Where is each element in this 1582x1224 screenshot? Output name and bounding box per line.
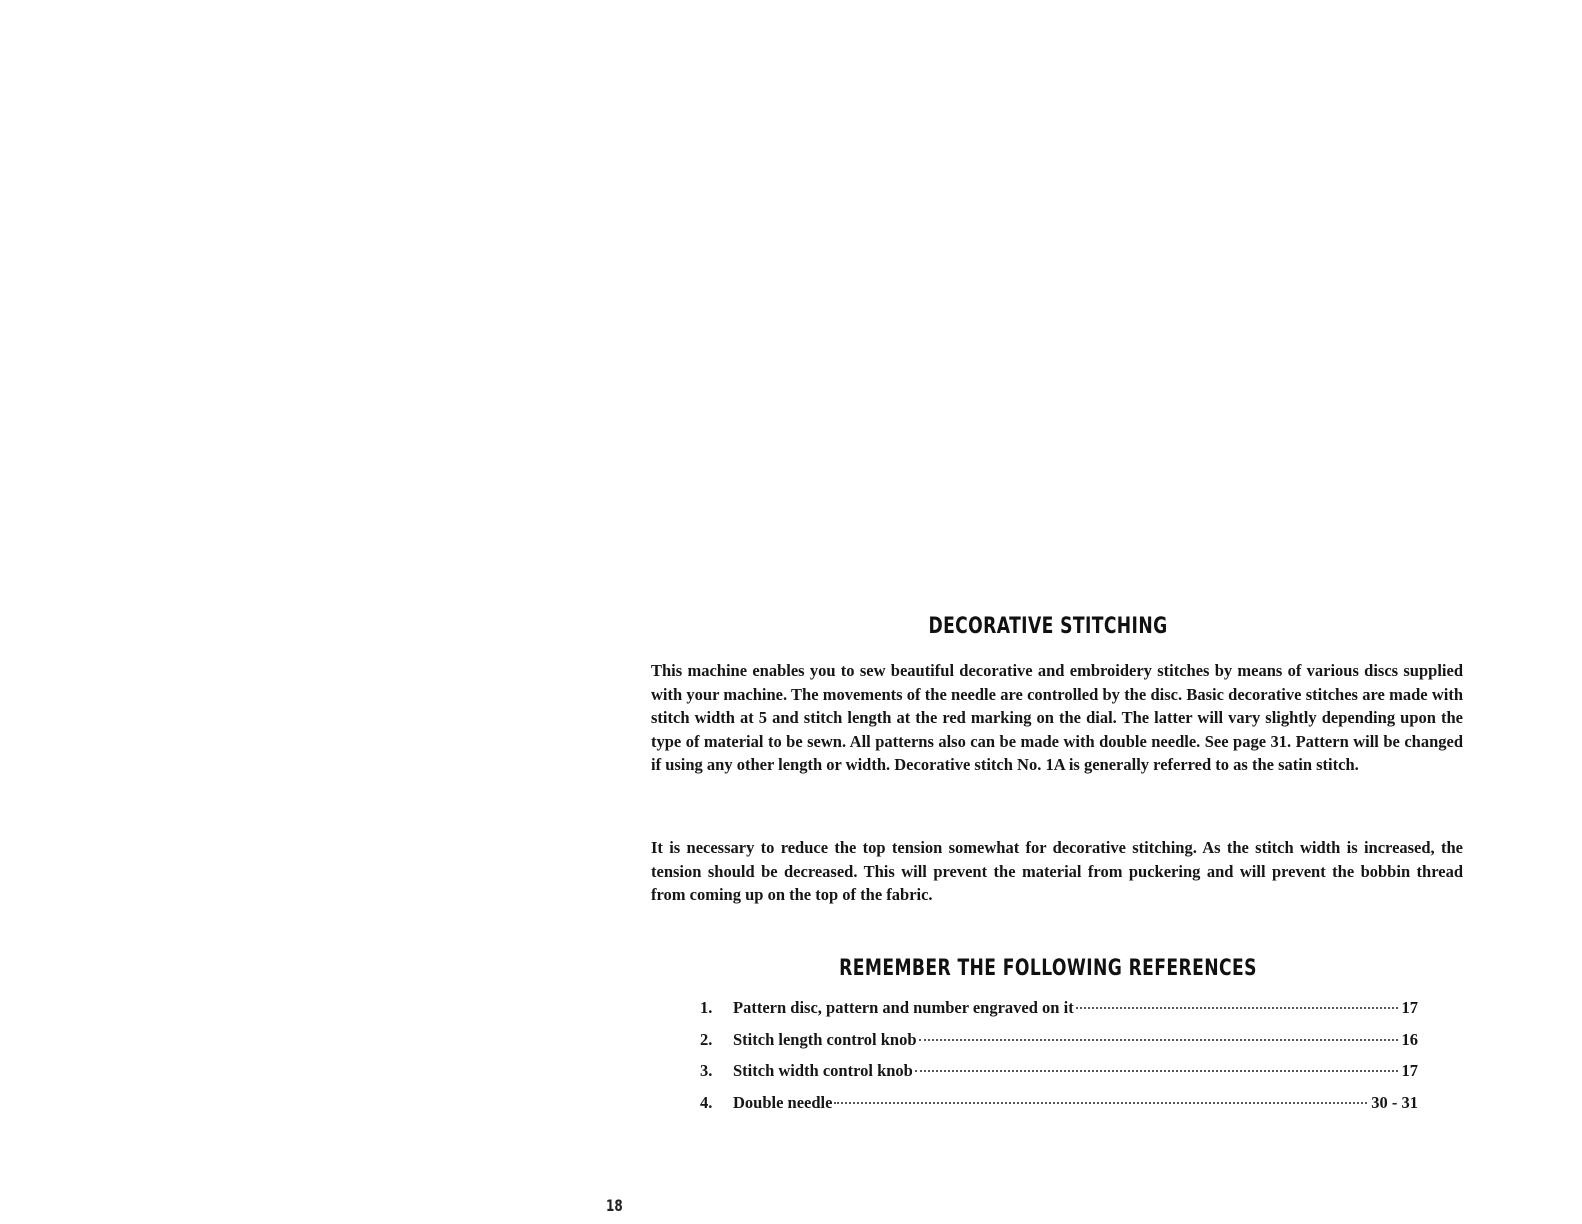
reference-number: 1. [700, 998, 713, 1017]
reference-number: 4. [700, 1092, 713, 1112]
decorative-paragraph-1: This machine enables you to sew beautiful decorative and embroidery stitches by means of various discs supplied with your machine. The movements of the needle are controlled by the disc. Basic decorative stitches are made with stitch width at 5 and stitch length at the red marking on the dial. The latter will vary slightly depending upon the type of material to be sewn. All patterns also can be made with double needle. See page 31. Pattern will be changed if using any other length or width. Decorative stitch No. 1A is generally referred to as the satin stitch. [651, 661, 1463, 775]
reference-item [700, 1061, 1418, 1093]
decorative-paragraph-2: It is necessary to reduce the top tension somewhat for decorative stitching. As the stitch width is increased, the tension should be decreased. This will prevent the material from puckering and will prevent the bobbin thread from coming up on the top of the fabric. [651, 838, 1463, 905]
reference-page: 17 [1401, 998, 1418, 1017]
decorative-stitching-heading: DECORATIVE STITCHING [928, 614, 1168, 639]
dot-leader [834, 1102, 1367, 1104]
reference-item [700, 1093, 1418, 1125]
reference-label: Pattern disc, pattern and number engraved on it [733, 998, 1074, 1017]
dot-leader [919, 1039, 1398, 1041]
references-heading: REMEMBER THE FOLLOWING REFERENCES [839, 956, 1257, 981]
page-number: 18 [606, 1196, 623, 1215]
reference-label: Stitch width control knob [733, 1061, 913, 1080]
references-list [700, 998, 1418, 1124]
reference-page: 16 [1401, 1029, 1418, 1049]
reference-page: 30 - 31 [1371, 1092, 1418, 1112]
reference-number: 3. [700, 1061, 713, 1080]
reference-number: 2. [700, 1029, 713, 1049]
dot-leader [915, 1070, 1398, 1072]
reference-page: 17 [1401, 1061, 1418, 1080]
reference-item [700, 1030, 1418, 1062]
reference-item [700, 998, 1418, 1030]
dot-leader [1076, 1007, 1398, 1009]
reference-label: Double needle [733, 1092, 833, 1112]
reference-label: Stitch length control knob [733, 1029, 917, 1049]
